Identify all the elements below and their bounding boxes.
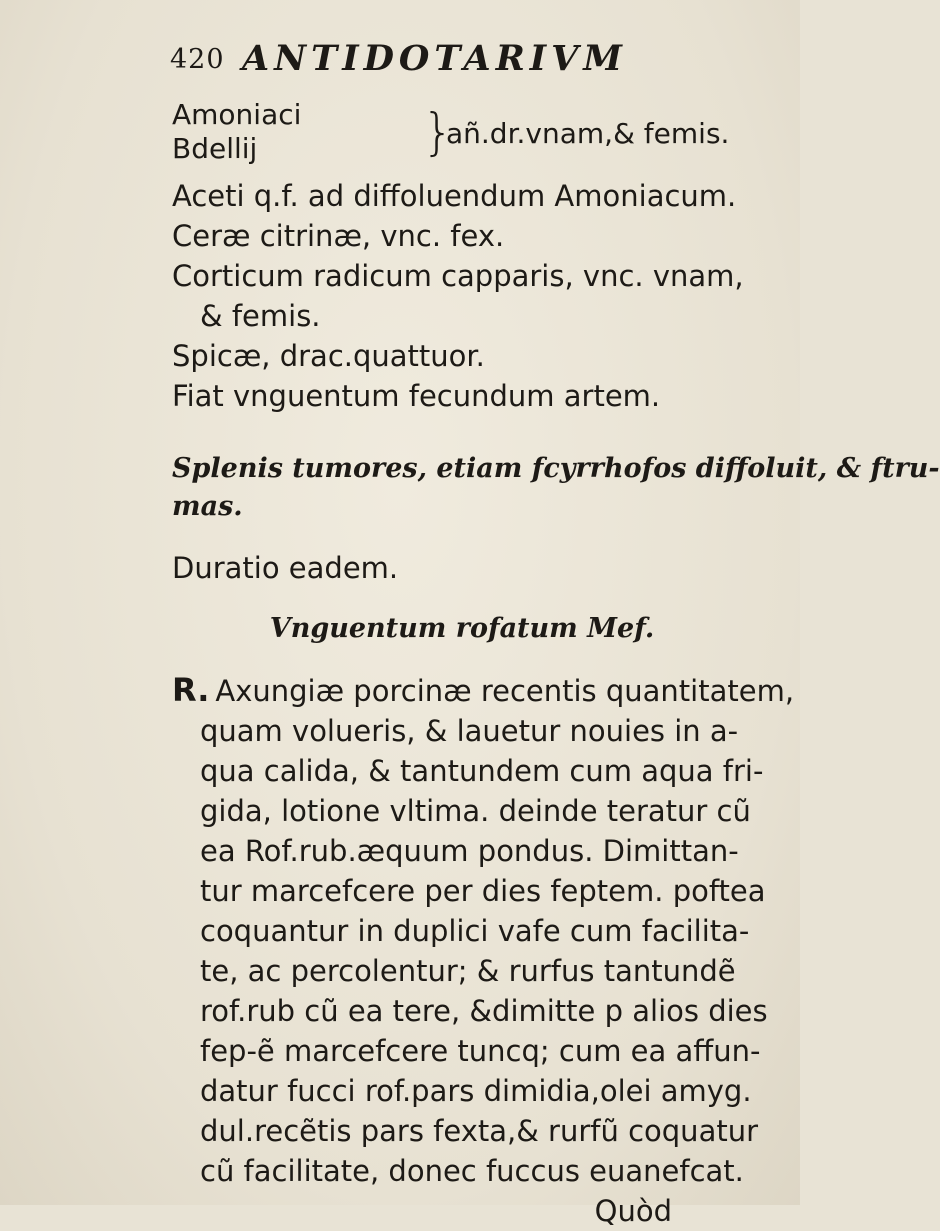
text-line xyxy=(172,670,795,711)
recipe-line: te, ac percolentur; & rurfus tantundẽ xyxy=(200,954,736,988)
recipe-line: coquantur in duplici vafe cum facilita- xyxy=(200,914,750,948)
recipe-line: tur marcefcere per dies feptem. poftea xyxy=(200,874,766,908)
recipe-line: Axungiæ porcinæ recentis quantitatem, xyxy=(215,674,795,708)
ingredient-name: Amoniaci xyxy=(172,98,302,131)
ingredient-dose: añ.dr.vnam,& femis. xyxy=(446,117,730,150)
text-line: Ceræ citrinæ, vnc. fex. xyxy=(172,219,505,253)
recipe-line: cũ facilitate, donec fuccus euanefcat. xyxy=(200,1154,744,1188)
ingredient-names xyxy=(172,98,301,166)
duration-note: Duratio eadem. xyxy=(172,551,399,585)
text-line: Corticum radicum capparis, vnc. vnam, xyxy=(172,259,744,293)
recipe-title: Vnguentum rofatum Mef. xyxy=(269,613,655,644)
usage-note-line: mas. xyxy=(172,491,243,522)
recipe-line: rof.rub cũ ea tere, &dimitte p alios dies xyxy=(200,994,768,1028)
recipe-mark: R. xyxy=(172,671,210,709)
text-line: Aceti q.f. ad diffoluendum Amoniacum. xyxy=(172,179,737,213)
recipe-line: quam volueris, & lauetur nouies in a- xyxy=(200,714,739,748)
text-line: Fiat vnguentum fecundum artem. xyxy=(172,379,661,413)
recipe-line: ea Rof.rub.æquum pondus. Dimittan- xyxy=(200,834,739,868)
text-line: & femis. xyxy=(200,299,321,333)
page-header xyxy=(170,38,710,86)
catchword: Quòd xyxy=(594,1194,672,1228)
ingredient-group xyxy=(172,96,752,176)
running-title: ANTIDOTARIVM xyxy=(242,38,628,79)
page-number: 420 xyxy=(170,44,225,75)
recipe-line: qua calida, & tantundem cum aqua fri- xyxy=(200,754,764,788)
text-line: Spicæ, drac.quattuor. xyxy=(172,339,485,373)
recipe-line: fep-ẽ marcefcere tuncq; cum ea affun- xyxy=(200,1034,761,1068)
usage-note-line: Splenis tumores, etiam fcyrrhofos diffoluit, & ftru- xyxy=(172,453,940,484)
ingredient-name: Bdellij xyxy=(172,132,258,165)
recipe-line: datur fucci rof.pars dimidia,olei amyg. xyxy=(200,1074,752,1108)
brace-icon: } xyxy=(422,103,454,161)
recipe-line: dul.recẽtis pars fexta,& rurfũ coquatur xyxy=(200,1114,759,1148)
page-body xyxy=(172,96,940,1231)
recipe-line: gida, lotione vltima. deinde teratur cũ xyxy=(200,794,751,828)
